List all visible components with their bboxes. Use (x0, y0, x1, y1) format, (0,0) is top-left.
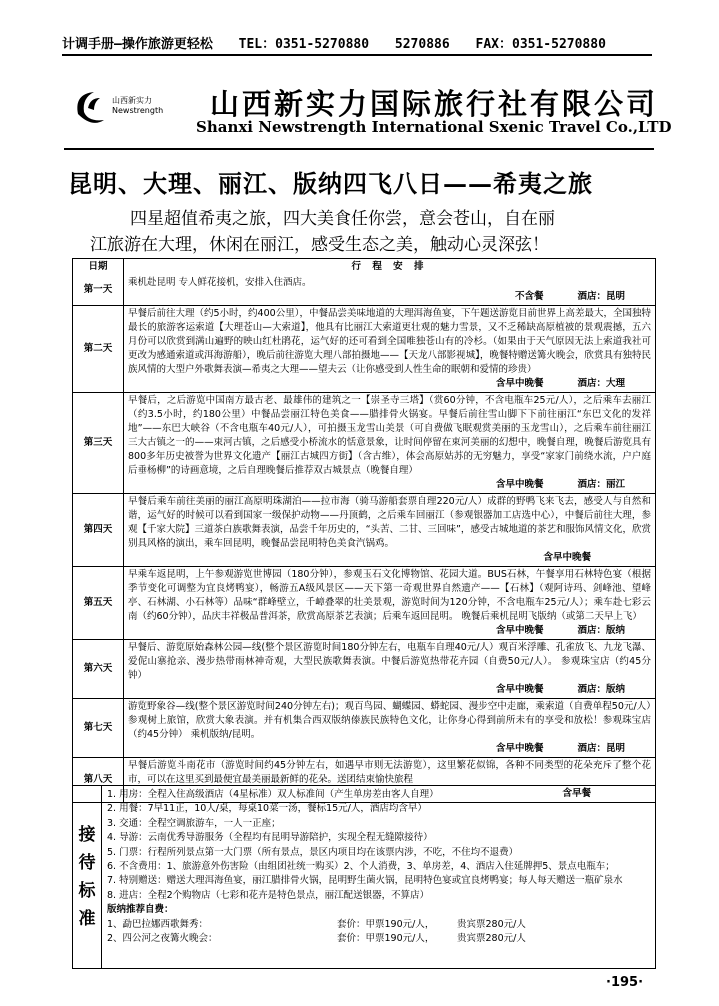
meal-info: 不含餐 (514, 291, 544, 302)
itinerary-day-row (73, 698, 655, 757)
day-description: 早餐后乘车前往美丽的丽江高原明珠湖泊——拉市海（骑马游船套票自理220元/人）成群的野鸭飞来飞去，感受人与自然和谐，运气好的时候可以看到国家一级保护动物——丹顶鹤，之后乘车回丽江（参观银器加工店选中心），中餐后前往大理，参观【千家大院】三道茶白族歌舞表演，品尝千年历史的，“头苦、二甘、三回味”，感受古城地道的茶艺和服饰风情文化，欣赏别具风格的演出，乘车回昆明，晚餐品尝昆明特色美食汽锅鸡。 (128, 496, 651, 549)
standard-item: 8. 进店：全程2个购物店（七彩和花卉是特色景点，丽江配送银器，不算店） (107, 889, 430, 901)
logo-text (112, 96, 163, 116)
day-label: 第一天 (73, 275, 124, 305)
standards-label-char: 准 (78, 909, 96, 929)
company-header (64, 80, 672, 148)
day-description: 游览野象谷—线(整个景区游览时间240分钟左右)；观百鸟园、蝴蝶园、蟒蛇园、漫步空中走廊，乘索道（自费单程50元/人）参观树上旅馆，欣赏大象表演。并有机集合西双版纳傣族民族特色文化，让你身心得到前所未有的享受和放松！参观珠宝店（约45分钟） 乘机版纳/昆明。 (128, 701, 651, 740)
self-pay-price-b: 贵宾票280元/人 (457, 933, 526, 945)
contact-bar (62, 36, 652, 56)
day-meta (128, 742, 651, 756)
hotel-info: 酒店：昆明 (577, 743, 625, 754)
header-day: 日期 (73, 259, 124, 275)
itinerary-day-row (73, 566, 655, 639)
standard-item: 1. 用房：全程入住高级酒店（4星标准）双人标准间（产生单房差由客人自理） (107, 789, 439, 800)
tel-number: TEL：0351-5270880 (238, 37, 370, 52)
itinerary-day-row (73, 493, 655, 566)
day-label: 第三天 (73, 393, 124, 493)
day-label: 第二天 (73, 306, 124, 392)
meal-info: 含早中晚餐 (495, 479, 544, 490)
tour-title: 昆明、大理、丽江、版纳四飞八日——希夷之旅 (68, 169, 593, 198)
standards-list (107, 788, 649, 946)
day-meta (128, 478, 651, 492)
self-pay-price-a: 套价：甲票190元/人， (337, 933, 435, 945)
intro-line-1: 四星超值希夷之旅，四大美食任你尝，意会苍山，自在丽 (130, 209, 555, 229)
day-content (124, 393, 655, 493)
day-content (124, 275, 655, 305)
standards-label-char: 标 (78, 881, 96, 901)
standards-label (73, 786, 102, 968)
meal-info: 含早餐 (562, 788, 591, 799)
standard-item: 5. 门票：行程所列景点第一大门票（所有景点，景区内项目均在该票内涉，不吃，不住均不退费） (107, 846, 519, 858)
day-label: 第七天 (73, 699, 124, 757)
tel-number-2: 5270886 (394, 37, 450, 52)
day-meta (128, 624, 651, 638)
self-pay-price-a: 套价：甲票190元/人， (337, 918, 435, 930)
fax-number: FAX：0351-5270880 (475, 37, 606, 52)
day-content (124, 306, 655, 392)
itinerary-day-row (73, 639, 655, 698)
logo-text-cn: 山西新实力 (112, 96, 152, 105)
intro-line-2: 江旅游在大理，休闲在丽江，感受生态之美，触动心灵深弦！ (90, 235, 549, 255)
tour-intro (90, 206, 660, 258)
day-content (124, 494, 655, 566)
self-pay-item (107, 918, 649, 932)
meal-info: 含早中晚餐 (495, 743, 544, 754)
day-meta (128, 551, 651, 565)
day-label: 第六天 (73, 640, 124, 698)
day-description: 早乘车返昆明，上午参观游览世博园（180分钟），参观玉石文化博物馆、花园大道。BUS石林，午餐享用石林特色宴（根据季节变化可调整为宜良烤鸭宴），畅游五A级风景区——天下第一奇观世界自然遗产——【石林】（观阿诗玛、剑峰池、望峰亭、石林湖、小石林等）品味“群峰壁立，千嶂叠翠的壮美景观，游览时间为120分钟，不含电瓶车25元/人）；乘车赴七彩云南（约60分钟），品庆丰祥极品普洱茶，欣赏高原茶艺表演；后乘车返回昆明。 晚餐后乘机昆明飞版纳（或第二天早上飞） (128, 569, 651, 622)
self-pay-name: 1、勐巴拉娜西歌舞秀： (107, 918, 209, 930)
header-divider (64, 148, 654, 150)
day-description: 早餐后，之后游览中国南方最古老、最雄伟的建筑之一【崇圣寺三塔】（赏60分钟，不含电瓶车25元/人），之后乘车去丽江（约3.5小时，约180公里）中餐品尝丽江特色美食——腊排骨火锅宴。早餐后前往雪山脚下下前往丽江“东巴文化的发祥地”——东巴大峡谷（不含电瓶车40元/人），可拍摄玉龙雪山美景（可自费做飞眠观赏美丽的玉龙雪山），之后乘车前往丽江三大古镇之一的——束河古镇，之后感受小桥流水的恬意景象，让时间停留在束河美丽的幻想中，晚餐自理，晚餐后游览具有800多年历史被誉为世界文化遗产【丽江古城四方街】（含古维），体会高原姑苏的无穷魅力，享受“家家门前绕水流，户户庭后垂杨柳”的诗画意境，之后自理晚餐后推荐双古城景点（晚餐自理） (128, 395, 651, 476)
day-label: 第五天 (73, 567, 124, 639)
company-logo-icon (70, 84, 114, 128)
itinerary-table (72, 258, 656, 803)
standard-item: 4. 导游：云南优秀导游服务（全程均有昆明导游陪护，实现全程无缝隙接待） (107, 832, 433, 844)
itinerary-day-row (73, 305, 655, 392)
day-description: 早餐后前往大理（约5小时，约400公里），中餐品尝美味地道的大理洱海鱼宴，下午题送游览目前世界上高差最大，全国独特最长的旅游客运索道【大理苍山—大索道】，他具有比丽江大索道更壮观的魅力雪景，又不乏稀缺高原植被的景观震撼，五六月份可以欣赏到满山遍野的映山红杜鹃花，运气好的还可看到全国唯独苍山有的冷杉。（如果由于天气原因无法上索道我社可更改为感通索道或洱海游船），晚后前往游览大理八部拍摄地——【天龙八部影视城】，晚餐特赠送篝火晚会，欣赏具有独特民族风情的大型户外歌舞表演—希夷之大理——望夫云（让你感受到人性生命的眠朝和爱情的珍贵） (128, 308, 651, 375)
header-content: 行 程 安 排 (351, 261, 428, 272)
page-number: ·195· (606, 975, 644, 990)
day-meta (128, 683, 651, 697)
hotel-info: 酒店：大理 (577, 378, 625, 389)
hotel-info: 酒店：版纳 (577, 684, 625, 695)
day-meta (128, 377, 651, 391)
day-content (124, 699, 655, 757)
company-name-en: Shanxi Newstrength International Sxenic Travel Co.,LTD (196, 118, 672, 136)
day-label: 第八天 (73, 758, 124, 802)
standards-label-char: 待 (78, 853, 96, 873)
itinerary-day-row (73, 392, 655, 493)
standard-item: 6. 不含费用：1、旅游意外伤害险（由组团社统一购买）2、个人消费，3、单房差，4、酒店入住延牌押5、景点电瓶车； (107, 861, 615, 873)
reception-standards (72, 785, 656, 969)
hotel-info: 酒店：丽江 (577, 479, 625, 490)
meal-info: 含早中晚餐 (495, 684, 544, 695)
itinerary-day-row (73, 275, 655, 305)
day-content (124, 640, 655, 698)
hotel-info: 酒店：版纳 (577, 625, 625, 636)
day-label: 第四天 (73, 494, 124, 566)
standard-item: 3. 交通：全程空调旅游车，一人一正座； (107, 817, 281, 829)
day-content (124, 567, 655, 639)
self-pay-price-b: 贵宾票280元/人 (457, 918, 526, 930)
itinerary-header-row (73, 259, 655, 275)
day-description: 早餐后、游览原始森林公园—线(整个景区游览时间180分钟左右，电瓶车自理40元/人）观百米浮雕、孔雀放飞、九龙飞瀑、爱伲山寨抢亲、漫步热带雨林神奇观，大型民族歌舞表演。中餐后游览热带花卉园（自费50元/人）。 参观珠宝店（约45分钟） (128, 642, 651, 681)
standard-item: 7. 特别赠送：赠送大理洱海鱼宴，丽江腊排骨火锅，昆明野生菌火锅，昆明特色宴或宜良烤鸭宴；每人每天赠送一瓶矿泉水 (107, 875, 623, 887)
meal-info: 含早中晚餐 (495, 625, 544, 636)
self-pay-name: 2、四公河之夜篝火晚会： (107, 933, 218, 945)
day-description: 乘机赴昆明 专人鲜花接机，安排入住酒店。 (128, 277, 312, 288)
meal-info: 含早中晚餐 (495, 378, 544, 389)
company-name-cn: 山西新实力国际旅行社有限公司 (210, 87, 659, 121)
slogan: 计调手册—操作旅游更轻松 (62, 37, 213, 52)
meal-info: 含早中晚餐 (543, 552, 591, 563)
day-meta (128, 290, 651, 304)
day-description: 早餐后游览斗南花市（游览时间约45分钟左右，如遇早市则无法游览），这里繁花似锦，各种不同类型的花朵充斥了整个花市，可以在这里买到最便宜最美丽最新鲜的花朵。送团结束愉快旅程 (128, 760, 651, 785)
standard-item: 2. 用餐：7早11正，10人/桌，每桌10菜一汤，餐标15元/人，酒店均含早） (107, 803, 427, 815)
self-pay-item (107, 932, 649, 946)
standards-label-char: 接 (78, 825, 96, 845)
logo-text-en: Newstrength (112, 106, 164, 115)
hotel-info: 酒店：昆明 (577, 291, 625, 302)
self-pay-title: 版纳推荐自费： (107, 904, 174, 916)
